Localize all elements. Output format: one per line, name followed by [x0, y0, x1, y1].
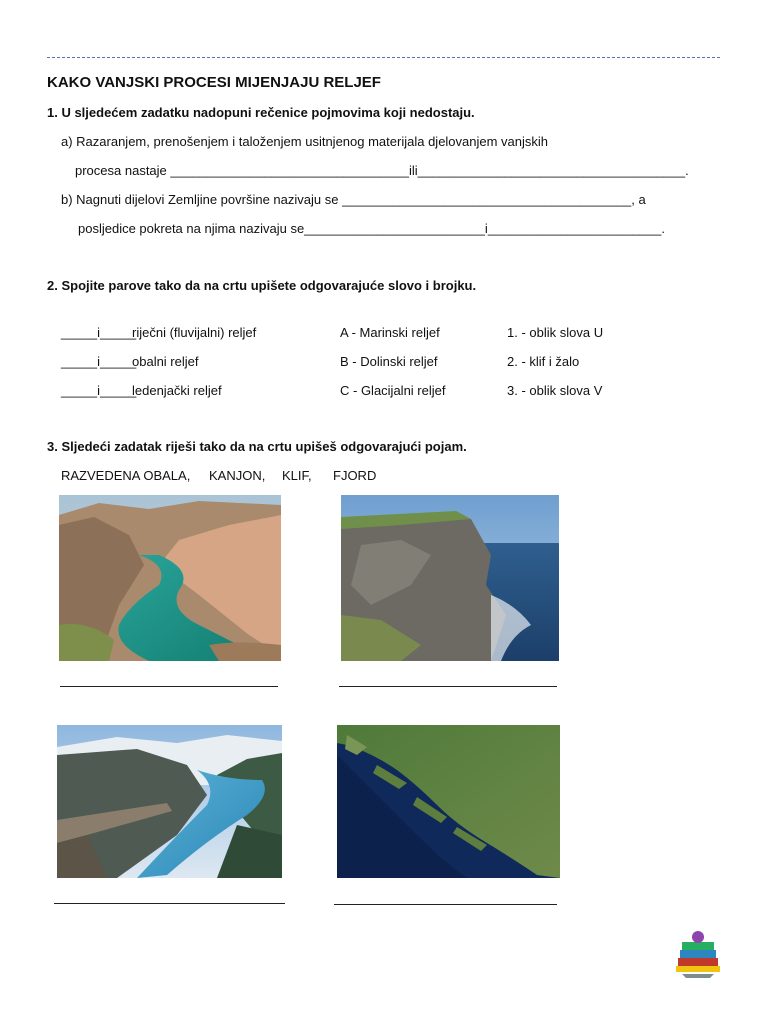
q3-answer-line[interactable]	[334, 904, 557, 905]
q2-relief-label: riječni (fluvijalni) reljef	[132, 325, 257, 340]
q2-number-option: 1. - oblik slova U	[507, 325, 604, 340]
q3-term: KLIF,	[282, 468, 312, 483]
q2-letter-option: C - Glacijalni reljef	[340, 383, 446, 398]
q2-answer-blank[interactable]: _____i_____	[61, 325, 137, 340]
q1-a-line2[interactable]: procesa nastaje _________________________________ili_____________________________________.	[75, 163, 689, 178]
coastline-satellite-photo	[337, 725, 560, 878]
q1-b-line1[interactable]: b) Nagnuti dijelovi Zemljine površine nazivaju se ________________________________________, a	[61, 192, 646, 207]
school-books-logo	[672, 928, 724, 980]
q3-answer-line[interactable]	[60, 686, 278, 687]
q1-b-line2[interactable]: posljedice pokreta na njima nazivaju se_________________________i________________________.	[78, 221, 665, 236]
q2-number-option: 3. - oblik slova V	[507, 383, 603, 398]
canyon-photo	[59, 495, 281, 661]
q2-answer-blank[interactable]: _____i_____	[61, 383, 137, 398]
fjord-photo	[57, 725, 282, 878]
q2-relief-label: obalni reljef	[132, 354, 199, 369]
q3-heading: 3. Sljedeći zadatak riješi tako da na crtu upišeš odgovarajući pojam.	[47, 439, 467, 454]
q3-term: KANJON,	[209, 468, 266, 483]
page-title: KAKO VANJSKI PROCESI MIJENJAJU RELJEF	[47, 74, 381, 91]
q3-answer-line[interactable]	[54, 903, 285, 904]
dashed-separator	[47, 57, 720, 58]
q2-answer-blank[interactable]: _____i_____	[61, 354, 137, 369]
q3-term: FJORD	[333, 468, 377, 483]
q2-number-option: 2. - klif i žalo	[507, 354, 580, 369]
q2-heading: 2. Spojite parove tako da na crtu upišete odgovarajuće slovo i brojku.	[47, 278, 477, 293]
q1-a-line1: a) Razaranjem, prenošenjem i taloženjem usitnjenog materijala djelovanjem vanjskih	[61, 134, 549, 149]
q2-relief-label: ledenjački reljef	[132, 383, 222, 398]
q3-term: RAZVEDENA OBALA,	[61, 468, 191, 483]
q2-letter-option: A - Marinski reljef	[340, 325, 440, 340]
q3-answer-line[interactable]	[339, 686, 557, 687]
cliff-photo	[341, 495, 559, 661]
q1-heading: 1. U sljedećem zadatku nadopuni rečenice pojmovima koji nedostaju.	[47, 105, 475, 120]
q2-letter-option: B - Dolinski reljef	[340, 354, 438, 369]
